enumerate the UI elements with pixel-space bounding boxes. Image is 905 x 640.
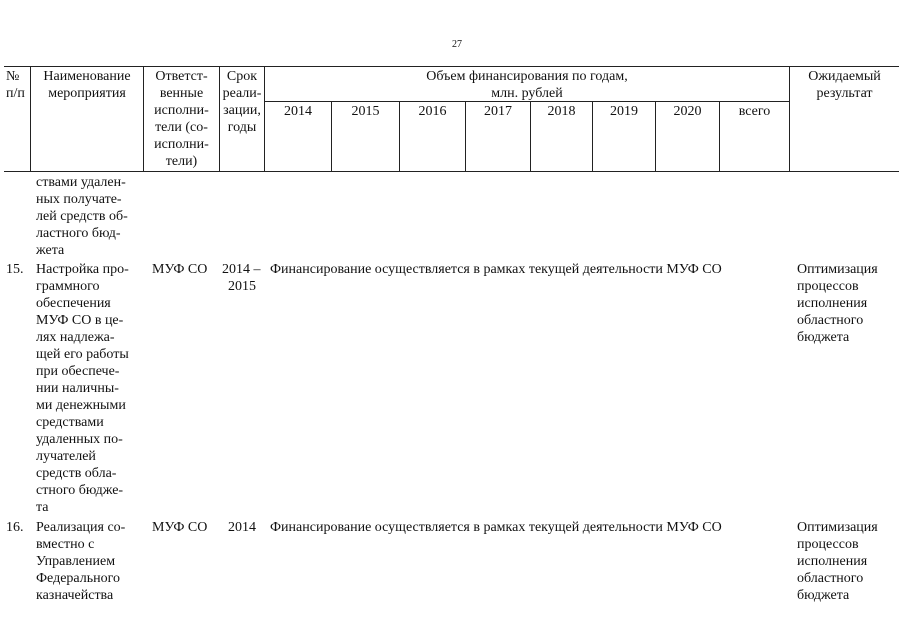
year-total: всего: [738, 104, 771, 119]
row-name-line: Настройка про-: [36, 262, 129, 277]
row-name-line: Управлением: [36, 554, 116, 569]
row-term-line: 2014 –: [222, 262, 261, 277]
row-name-line: лях надлежа-: [36, 330, 115, 345]
row-number: 15.: [6, 262, 24, 277]
year-2016: 2016: [418, 104, 447, 119]
row-number: 16.: [6, 520, 24, 535]
header-term-4: годы: [227, 120, 257, 135]
header-num-1: №: [6, 69, 20, 84]
header-num-2: п/п: [6, 86, 25, 101]
row-name-line: стного бюдже-: [36, 483, 124, 498]
header-financing-1: Объем финансирования по годам,: [426, 69, 628, 84]
continuation-line: жета: [36, 243, 65, 258]
row-result-line: бюджета: [797, 588, 850, 603]
row-result-line: областного: [797, 571, 864, 586]
row-name-line: граммного: [36, 279, 100, 294]
year-2020: 2020: [673, 104, 702, 119]
row-result-line: процессов: [797, 279, 859, 294]
row-result-line: Оптимизация: [797, 520, 878, 535]
row-result-line: Оптимизация: [797, 262, 878, 277]
row-name-line: обеспечения: [36, 296, 111, 311]
header-resp-1: Ответст-: [155, 69, 208, 84]
row-name-line: та: [36, 500, 49, 515]
header-resp-5: исполни-: [154, 137, 209, 152]
header-term-2: реали-: [222, 86, 262, 101]
row-name-line: нии наличны-: [36, 381, 119, 396]
row-name-line: лучателей: [36, 449, 96, 464]
row-responsible: МУФ СО: [152, 520, 208, 535]
header-resp-6: тели): [165, 154, 198, 169]
header-name-1: Наименование: [43, 69, 131, 84]
row-name-line: щей его работы: [36, 347, 129, 362]
header-resp-4: тели (со-: [155, 120, 208, 135]
row-result-line: исполнения: [797, 296, 868, 311]
page-number: 27: [452, 39, 462, 50]
year-2017: 2017: [484, 104, 512, 119]
row-name-line: казначейства: [36, 588, 114, 603]
row-responsible: МУФ СО: [152, 262, 208, 277]
continuation-line: лей средств об-: [36, 209, 128, 224]
row-result-line: областного: [797, 313, 864, 328]
row-name-line: ми денежными: [36, 398, 126, 413]
row-result-line: бюджета: [797, 330, 850, 345]
row-financing: Финансирование осуществляется в рамках текущей деятельности МУФ СО: [270, 520, 722, 535]
row-name-line: вместно с: [36, 537, 95, 552]
row-term-line: 2014: [228, 520, 256, 535]
header-resp-2: венные: [159, 86, 204, 101]
row-name-line: удаленных по-: [36, 432, 123, 447]
header-name-2: мероприятия: [48, 86, 126, 101]
row-term-line: 2015: [228, 279, 256, 294]
row-financing: Финансирование осуществляется в рамках текущей деятельности МУФ СО: [270, 262, 722, 277]
header-result-2: результат: [816, 86, 873, 101]
year-2019: 2019: [610, 104, 638, 119]
year-2018: 2018: [547, 104, 576, 119]
header-bottom-rule: [4, 171, 899, 172]
header-term-1: Срок: [226, 69, 258, 84]
year-2015: 2015: [351, 104, 380, 119]
row-name-line: Реализация со-: [36, 520, 126, 535]
row-name-line: средствами: [36, 415, 104, 430]
continuation-line: ластного бюд-: [36, 226, 121, 241]
header-term-3: зации,: [223, 103, 261, 118]
row-name-line: средств обла-: [36, 466, 117, 481]
continuation-line: ных получате-: [36, 192, 122, 207]
header-resp-3: исполни-: [154, 103, 209, 118]
continuation-line: ствами удален-: [36, 175, 126, 190]
year-2014: 2014: [284, 104, 312, 119]
row-name-line: при обеспече-: [36, 364, 120, 379]
header-result-1: Ожидаемый: [808, 69, 881, 84]
header-top-rule: [4, 66, 899, 67]
row-name-line: МУФ СО в це-: [36, 313, 124, 328]
row-name-line: Федерального: [36, 571, 121, 586]
row-result-line: исполнения: [797, 554, 868, 569]
header-financing-2: млн. рублей: [491, 86, 563, 101]
row-result-line: процессов: [797, 537, 859, 552]
